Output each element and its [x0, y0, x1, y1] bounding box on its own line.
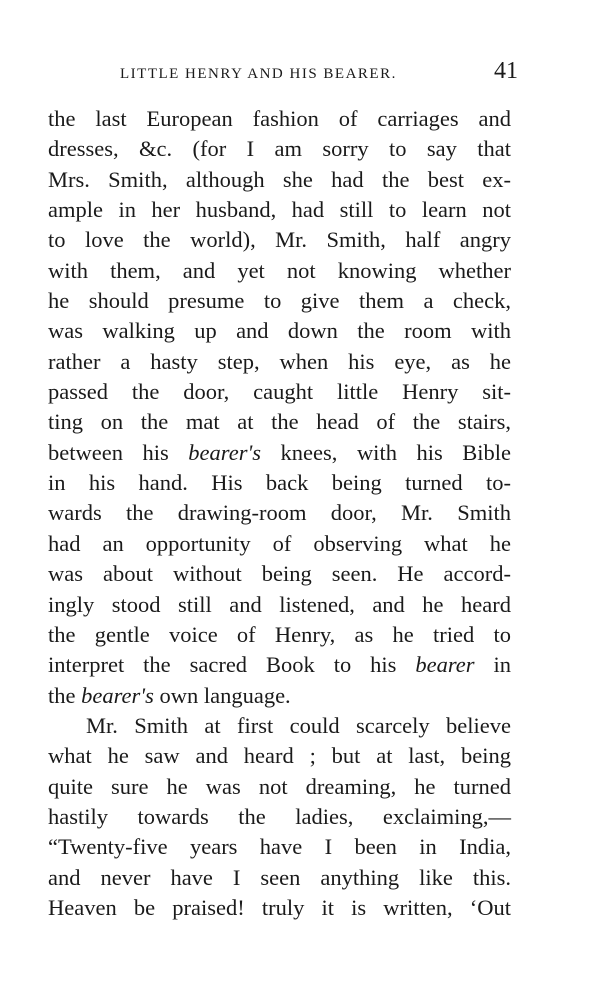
- page-number: 41: [494, 58, 518, 84]
- text-run: in: [474, 652, 511, 678]
- text-line: the last European fashion of carriages and: [48, 106, 511, 131]
- text-line: he should presume to give them a check,: [48, 288, 511, 314]
- text-line: what he saw and heard ; but at last, being: [48, 743, 511, 769]
- text-line: Heaven be praised! truly it is written, ‘Out: [48, 894, 511, 920]
- italic-word: bearer's: [81, 682, 154, 708]
- text-line: Mr. Smith at first could scarcely believe: [86, 712, 511, 738]
- text-line: was walking up and down the room with: [48, 318, 511, 344]
- page-header: [48, 58, 518, 94]
- text-run: knees, with his Bible: [261, 439, 512, 465]
- text-line: was about without being seen. He accord-: [48, 561, 511, 587]
- text-run: the: [48, 682, 82, 708]
- text-line: and never have I seen anything like this.: [48, 864, 511, 890]
- text-line: quite sure he was not dreaming, he turned: [48, 773, 511, 799]
- text-line: ample in her husband, had still to learn not: [48, 197, 511, 223]
- text-line: [48, 681, 511, 711]
- text-run: own language.: [153, 682, 291, 708]
- text-line: passed the door, caught little Henry sit-: [48, 379, 511, 405]
- text-line: in his hand. His back being turned to-: [48, 470, 511, 496]
- text-line: “Twenty-five years have I been in India,: [48, 834, 511, 860]
- text-line: to love the world), Mr. Smith, half angry: [48, 227, 511, 253]
- text-run: interpret the sacred Book to his: [48, 652, 416, 678]
- italic-word: bearer: [415, 652, 475, 678]
- text-line: Mrs. Smith, although she had the best ex-: [48, 166, 511, 192]
- text-line: ting on the mat at the head of the stairs,: [48, 409, 511, 435]
- text-line: had an opportunity of observing what he: [48, 530, 511, 556]
- text-line: dresses, &c. (for I am sorry to say that: [48, 136, 511, 162]
- text-line: hastily towards the ladies, exclaiming,—: [48, 803, 511, 829]
- text-line: the gentle voice of Henry, as he tried to: [48, 621, 511, 647]
- text-line: rather a hasty step, when his eye, as he: [48, 348, 511, 374]
- text-line: with them, and yet not knowing whether: [48, 257, 511, 283]
- text-line: ingly stood still and listened, and he heard: [48, 591, 511, 617]
- text-run: between his: [48, 439, 189, 465]
- text-line: [48, 438, 511, 468]
- body-text: [48, 104, 511, 923]
- running-head: LITTLE HENRY AND HIS BEARER.: [120, 66, 397, 82]
- text-line: [48, 650, 511, 680]
- italic-word: bearer's: [188, 439, 262, 465]
- text-line: wards the drawing-room door, Mr. Smith: [48, 500, 511, 526]
